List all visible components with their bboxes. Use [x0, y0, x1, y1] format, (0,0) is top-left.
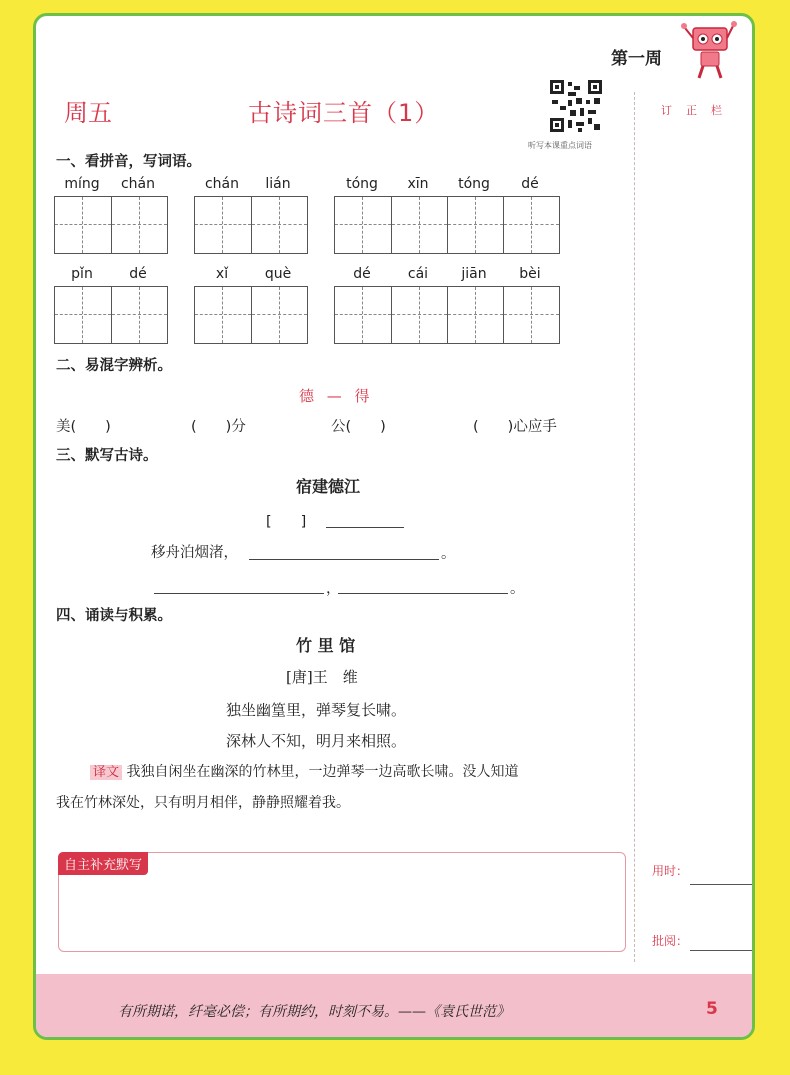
pinyin: dé — [521, 176, 539, 192]
pinyin: bèi — [519, 266, 541, 282]
pinyin: jiān — [461, 266, 487, 282]
section2-heading: 二、易混字辨析。 — [56, 358, 172, 374]
page-number: 5 — [706, 999, 718, 1019]
translation-tag: 译文 — [90, 765, 122, 780]
period-mark: 。 — [510, 581, 525, 597]
footer-quote: 有所期诺，纤毫必偿；有所期约，时刻不易。——《袁氏世范》 — [118, 1004, 510, 1020]
supplement-label: 自主补充默写 — [58, 852, 148, 875]
poem-line: 独坐幽篁里，弹琴复长啸。 — [226, 701, 407, 719]
pinyin: xǐ — [215, 266, 229, 282]
workbook-page — [33, 13, 755, 1040]
translation-line: 我独自闲坐在幽深的竹林里，一边弹琴一边高歌长啸。没人知道 — [126, 764, 519, 780]
answer-line[interactable] — [154, 578, 324, 594]
writing-grid[interactable] — [194, 286, 308, 344]
pinyin: tóng — [346, 176, 378, 192]
week-label: 第一周 — [611, 49, 662, 69]
writing-grid[interactable] — [334, 286, 560, 344]
pinyin: lián — [265, 176, 291, 192]
period-mark: 。 — [441, 546, 456, 562]
writing-grid[interactable] — [194, 196, 308, 254]
poem-line: 深林人不知，明月来相照。 — [226, 732, 407, 750]
character-pair: 德 — 得 — [299, 387, 374, 405]
comma-mark: ， — [326, 581, 341, 597]
pinyin: tóng — [458, 176, 490, 192]
pinyin: cái — [407, 266, 429, 282]
writing-grid[interactable] — [334, 196, 560, 254]
pinyin: xīn — [407, 176, 429, 192]
pinyin: dé — [353, 266, 371, 282]
qr-code-icon[interactable] — [548, 78, 604, 134]
section4-heading: 四、诵读与积累。 — [56, 608, 172, 624]
pinyin: què — [264, 266, 292, 282]
qr-caption: 听写本课重点词语 — [528, 141, 592, 150]
pinyin: míng — [64, 176, 100, 192]
answer-line[interactable] — [338, 578, 508, 594]
time-input-line[interactable] — [690, 884, 755, 885]
pinyin: pǐn — [71, 266, 93, 282]
poem-author: [唐]王 维 — [286, 668, 358, 686]
fill-blank-item[interactable]: ( )分 — [191, 419, 246, 435]
poem-title: 宿建德江 — [296, 477, 361, 496]
day-label: 周五 — [64, 99, 112, 127]
pinyin: chán — [120, 176, 156, 192]
poem-line-start: 移舟泊烟渚， — [151, 545, 238, 561]
page-title: 古诗词三首（1） — [248, 99, 440, 127]
section3-heading: 三、默写古诗。 — [56, 448, 158, 464]
fill-blank-item[interactable]: ( )心应手 — [473, 419, 557, 435]
translation — [56, 757, 626, 818]
time-label: 用时： — [652, 864, 689, 878]
section1-heading: 一、看拼音，写词语。 — [56, 154, 201, 170]
review-label: 批阅： — [652, 934, 689, 948]
pinyin: chán — [204, 176, 240, 192]
pinyin: dé — [129, 266, 147, 282]
author-answer-line[interactable] — [326, 512, 404, 528]
translation-line: 我在竹林深处，只有明月相伴，静静照耀着我。 — [56, 795, 350, 811]
robot-mascot-icon — [681, 18, 737, 80]
fill-blank-item[interactable]: 公( ) — [331, 419, 386, 435]
correction-column-label: 订正栏 — [661, 104, 736, 117]
answer-line[interactable] — [249, 544, 439, 560]
fill-blank-item[interactable]: 美( ) — [56, 419, 111, 435]
writing-grid[interactable] — [54, 286, 168, 344]
dynasty-author-blank[interactable]: [ ] — [266, 514, 307, 530]
poem-title: 竹 里 馆 — [296, 636, 356, 655]
review-input-line[interactable] — [690, 950, 755, 951]
divider — [634, 92, 635, 962]
writing-grid[interactable] — [54, 196, 168, 254]
